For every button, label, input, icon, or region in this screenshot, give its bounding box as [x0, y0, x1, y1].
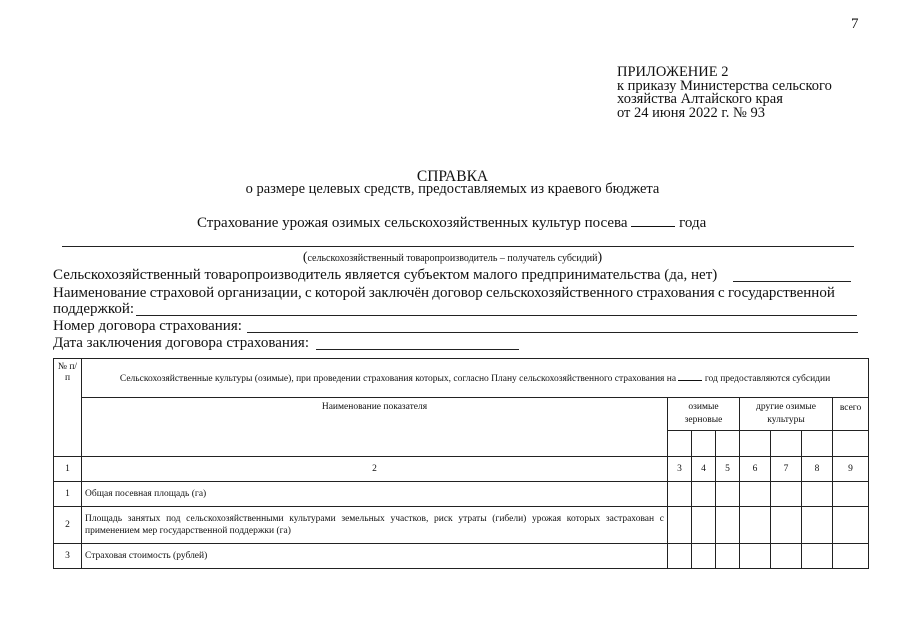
- crops-header: Сельскохозяйственные культуры (озимые), при проведении страхования которых, согласно Плану сельскохозяйственного страхования на год предоставляются субсидии: [82, 359, 869, 398]
- value-cell[interactable]: [771, 544, 802, 569]
- value-cell[interactable]: [802, 482, 833, 507]
- column-number: 7: [771, 457, 802, 482]
- table-row: [54, 482, 869, 507]
- insurance-line: [197, 214, 706, 232]
- document-title: СПРАВКА: [416, 168, 489, 185]
- contract-date-blank[interactable]: [316, 349, 519, 350]
- small-business-label: Сельскохозяйственный товаропроизводитель является субъектом малого предпринимательства (да, нет): [53, 267, 718, 283]
- row-label: Общая посевная площадь (га): [82, 482, 668, 507]
- value-cell[interactable]: [740, 482, 771, 507]
- value-cell[interactable]: [692, 482, 716, 507]
- column-number: 4: [692, 457, 716, 482]
- group-winter-grain: озимые зерновые: [668, 398, 740, 431]
- appendix-line: к приказу Министерства сельского: [617, 77, 832, 94]
- row-number: 1: [54, 482, 82, 507]
- appendix-line: хозяйства Алтайского края: [617, 91, 783, 107]
- value-cell[interactable]: [802, 507, 833, 544]
- value-cell[interactable]: [668, 544, 692, 569]
- small-business-blank[interactable]: [733, 281, 851, 282]
- contract-number-blank[interactable]: [247, 332, 858, 333]
- value-cell[interactable]: [833, 507, 869, 544]
- insurer-label: Наименование страховой организации, с которой заключён договор сельскохозяйственного страхования с государственной: [53, 285, 835, 301]
- subheader-cell: [833, 431, 869, 457]
- recipient-name-line[interactable]: [62, 246, 854, 247]
- subsidy-table: [53, 358, 869, 569]
- appendix-date: от 24 июня 2022 г. № 93: [617, 104, 765, 121]
- insurance-prefix: Страхование урожая озимых сельскохозяйственных культур посева: [197, 215, 628, 231]
- row-label: Страховая стоимость (рублей): [82, 544, 668, 569]
- document-subtitle: о размере целевых средств, предоставляемых из краевого бюджета: [245, 181, 660, 197]
- indicator-header: Наименование показателя: [82, 398, 668, 457]
- appendix-block: [617, 66, 832, 120]
- row-number: 3: [54, 544, 82, 569]
- value-cell[interactable]: [833, 544, 869, 569]
- page-number: 7: [851, 16, 859, 32]
- column-number: 1: [54, 457, 82, 482]
- table-row: [54, 544, 869, 569]
- appendix-title: ПРИЛОЖЕНИЕ 2: [617, 64, 729, 80]
- value-cell[interactable]: [716, 482, 740, 507]
- column-number: 8: [802, 457, 833, 482]
- group-other-winter: другие озимые культуры: [740, 398, 833, 431]
- value-cell[interactable]: [668, 482, 692, 507]
- value-cell[interactable]: [692, 544, 716, 569]
- value-cell[interactable]: [716, 507, 740, 544]
- plan-year-blank[interactable]: [678, 372, 702, 381]
- column-number-row: [54, 457, 869, 482]
- value-cell[interactable]: [692, 507, 716, 544]
- column-number: 5: [716, 457, 740, 482]
- column-number: 3: [668, 457, 692, 482]
- insurance-suffix: года: [679, 215, 707, 231]
- value-cell[interactable]: [802, 544, 833, 569]
- column-number: 6: [740, 457, 771, 482]
- value-cell[interactable]: [740, 544, 771, 569]
- group-total: всего: [833, 398, 869, 431]
- value-cell[interactable]: [771, 507, 802, 544]
- value-cell[interactable]: [771, 482, 802, 507]
- subheader-cell: [716, 431, 740, 457]
- insurer-label-cont: поддержкой:: [53, 301, 135, 317]
- contract-date-label: Дата заключения договора страхования:: [53, 335, 309, 351]
- subheader-cell: [692, 431, 716, 457]
- year-blank[interactable]: [631, 214, 675, 227]
- value-cell[interactable]: [668, 507, 692, 544]
- contract-number-label: Номер договора страхования:: [53, 318, 242, 334]
- subheader-cell: [740, 431, 771, 457]
- subheader-cell: [668, 431, 692, 457]
- value-cell[interactable]: [740, 507, 771, 544]
- row-number: 2: [54, 507, 82, 544]
- subheader-cell: [771, 431, 802, 457]
- column-number: 2: [82, 457, 668, 482]
- insurer-blank[interactable]: [136, 315, 857, 316]
- recipient-caption: (сельскохозяйственный товаропроизводитель – получатель субсидий): [302, 250, 603, 265]
- column-number: 9: [833, 457, 869, 482]
- value-cell[interactable]: [833, 482, 869, 507]
- value-cell[interactable]: [716, 544, 740, 569]
- row-label: Площадь занятых под сельскохозяйственными культурами земельных участков, риск утраты (гибели) урожая которых застрахован с применением мер государственной поддержки (га): [82, 507, 668, 544]
- table-row: [54, 507, 869, 544]
- subheader-cell: [802, 431, 833, 457]
- col-num-header: № п/п: [54, 359, 82, 457]
